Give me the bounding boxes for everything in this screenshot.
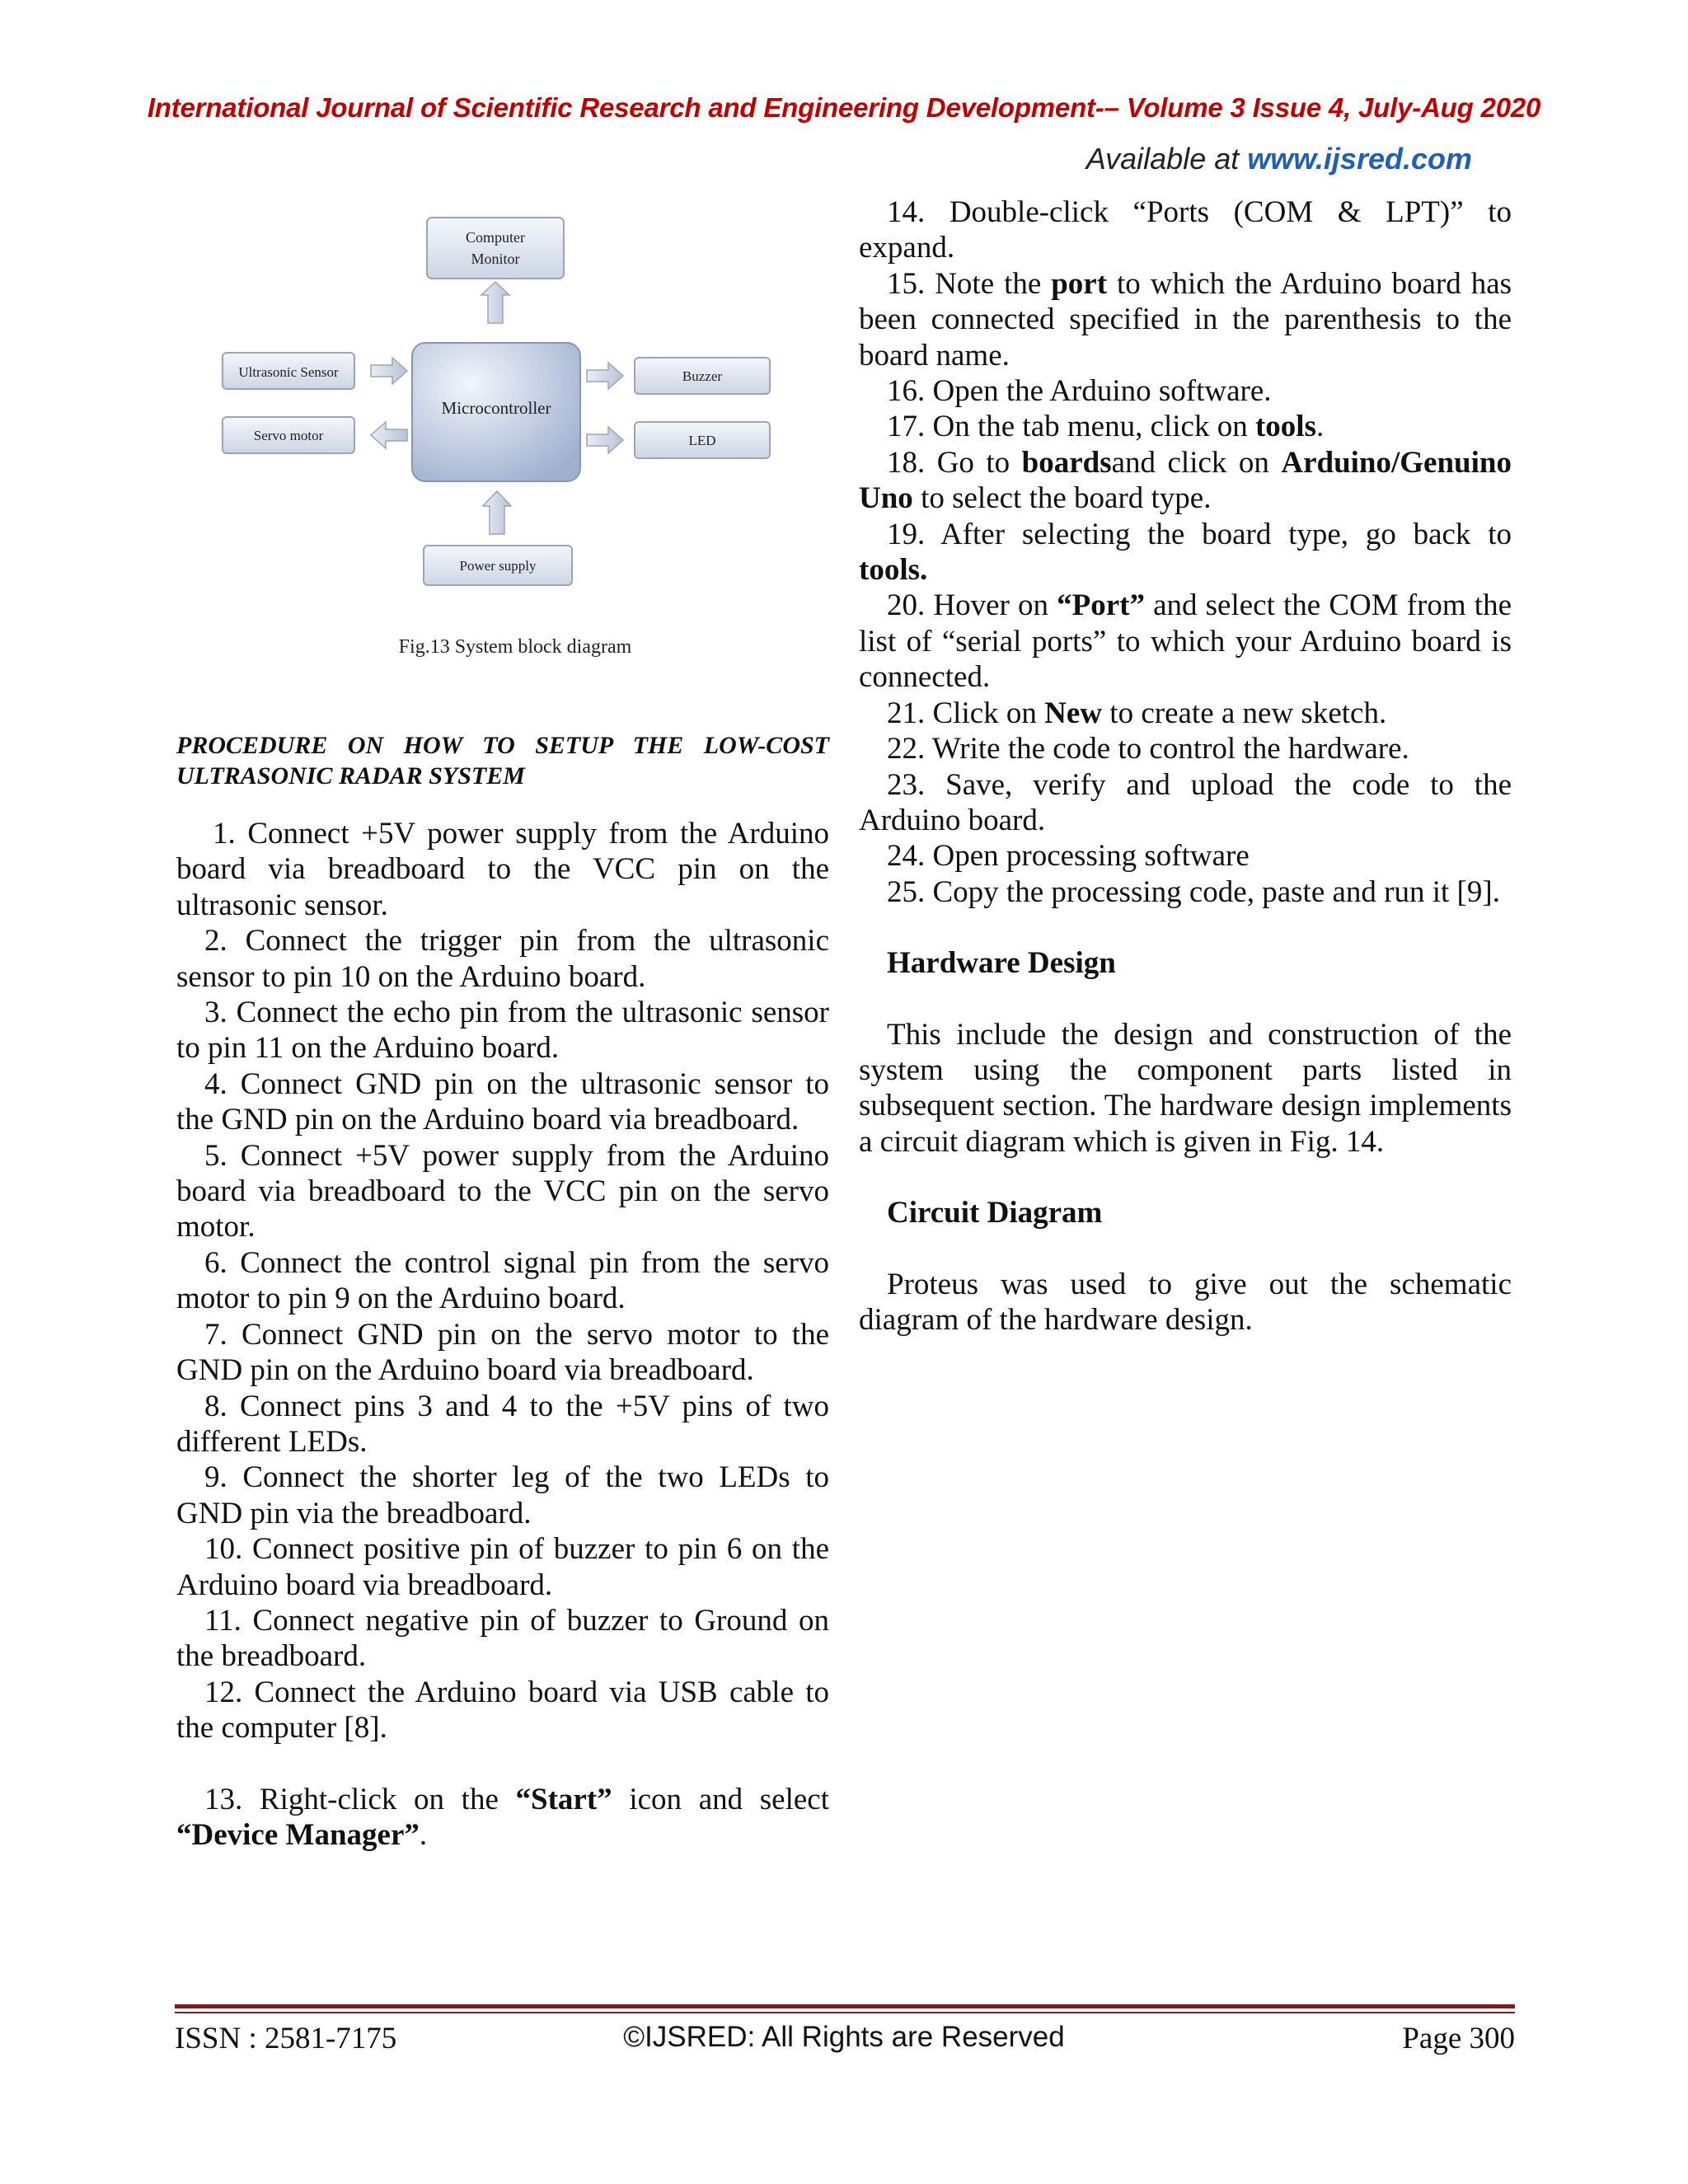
step-24: 24. Open processing software: [887, 839, 1250, 874]
available-prefix: Available at: [1085, 142, 1248, 176]
led-label: LED: [688, 433, 716, 448]
step-5: 5. Connect +5V power supply from the Arduino board via breadboard to the VCC pin on the servo motor.: [176, 1138, 829, 1244]
ultrasonic-sensor-label: Ultrasonic Sensor: [238, 364, 339, 380]
power-supply-label: Power supply: [459, 558, 537, 574]
footer-rule-thick: [175, 2004, 1515, 2008]
step-13: 13. Right-click on the “Start” icon and select “Device Manager”.: [176, 1782, 829, 1852]
journal-url-link[interactable]: www.ijsred.com: [1247, 142, 1472, 176]
monitor-block: [427, 218, 564, 279]
step-18: 18. Go to boardsand click on Arduino/Genuino Uno to select the board type.: [859, 445, 1512, 516]
step-19: 19. After selecting the board type, go back to tools.: [859, 517, 1512, 588]
arrow-micro-to-led-icon: [587, 427, 623, 453]
arrow-sensor-to-micro-icon: [371, 358, 407, 384]
step-8: 8. Connect pins 3 and 4 to the +5V pins of two different LEDs.: [176, 1389, 829, 1459]
procedure-title: PROCEDURE ON HOW TO SETUP THE LOW-COST ULTRASONIC RADAR SYSTEM: [176, 732, 829, 790]
circuit-diagram-text: Proteus was used to give out the schematic diagram of the hardware design.: [859, 1267, 1512, 1337]
step-16: 16. Open the Arduino software.: [887, 374, 1272, 409]
circuit-diagram-heading: Circuit Diagram: [887, 1196, 1103, 1230]
arrow-micro-to-buzzer-icon: [587, 363, 623, 389]
system-block-diagram: [206, 206, 799, 602]
footer-rule-thin: [175, 2012, 1515, 2013]
buzzer-label: Buzzer: [682, 368, 723, 384]
step-22: 22. Write the code to control the hardware.: [887, 732, 1409, 766]
left-column: [176, 816, 829, 1853]
arrow-micro-to-servo-icon: [371, 422, 407, 448]
step-9: 9. Connect the shorter leg of the two LEDs to GND pin via the breadboard.: [176, 1460, 829, 1530]
step-17: 17. On the tab menu, click on tools.: [887, 410, 1325, 444]
step-15: 15. Note the port to which the Arduino board has been connected specified in the parenthesis to the board name.: [859, 266, 1512, 373]
step-14: 14. Double-click “Ports (COM & LPT)” to expand.: [859, 195, 1512, 265]
footer-page-number: Page 300: [1402, 2022, 1515, 2055]
step-2: 2. Connect the trigger pin from the ultrasonic sensor to pin 10 on the Arduino board.: [176, 924, 829, 994]
figure-caption: Fig.13 System block diagram: [398, 636, 632, 658]
step-11: 11. Connect negative pin of buzzer to Ground on the breadboard.: [176, 1603, 829, 1674]
arrow-power-to-micro-icon: [483, 491, 511, 534]
hardware-design-text: This include the design and construction of the system using the component parts listed in subsequent section. The hardware design implements a circuit diagram which is given in Fig. 14.: [859, 1017, 1512, 1159]
step-4: 4. Connect GND pin on the ultrasonic sensor to the GND pin on the Arduino board via breadboard.: [176, 1066, 829, 1137]
availability-line: [1086, 142, 1472, 176]
step-10: 10. Connect positive pin of buzzer to pin 6 on the Arduino board via breadboard.: [176, 1532, 829, 1602]
step-6: 6. Connect the control signal pin from the servo motor to pin 9 on the Arduino board.: [176, 1245, 829, 1316]
monitor-label-2: Monitor: [471, 251, 520, 267]
monitor-label-1: Computer: [466, 229, 525, 246]
arrow-to-monitor-icon: [481, 282, 509, 323]
right-column: [859, 194, 1512, 1338]
step-21: 21. Click on New to create a new sketch.: [887, 696, 1387, 730]
step-1: 1. Connect +5V power supply from the Arduino board via breadboard to the VCC pin on the ultrasonic sensor.: [176, 817, 829, 922]
step-20: 20. Hover on “Port” and select the COM from the list of “serial ports” to which your Arduino board is connected.: [859, 588, 1512, 695]
step-23: 23. Save, verify and upload the code to the Arduino board.: [859, 767, 1512, 837]
journal-header: International Journal of Scientific Research and Engineering Development-– Volume 3 Issue 4, July-Aug 2020: [147, 92, 1541, 123]
hardware-design-heading: Hardware Design: [887, 946, 1116, 981]
step-12: 12. Connect the Arduino board via USB cable to the computer [8].: [176, 1675, 829, 1746]
step-25: 25. Copy the processing code, paste and run it [9].: [887, 874, 1500, 909]
step-3: 3. Connect the echo pin from the ultrasonic sensor to pin 11 on the Arduino board.: [176, 996, 829, 1066]
step-7: 7. Connect GND pin on the servo motor to the GND pin on the Arduino board via breadboard.: [176, 1317, 829, 1388]
footer-issn: ISSN : 2581-7175: [175, 2022, 397, 2055]
servo-motor-label: Servo motor: [253, 428, 324, 443]
microcontroller-label: Microcontroller: [441, 398, 551, 418]
footer-copyright: ©IJSRED: All Rights are Reserved: [623, 2021, 1065, 2053]
